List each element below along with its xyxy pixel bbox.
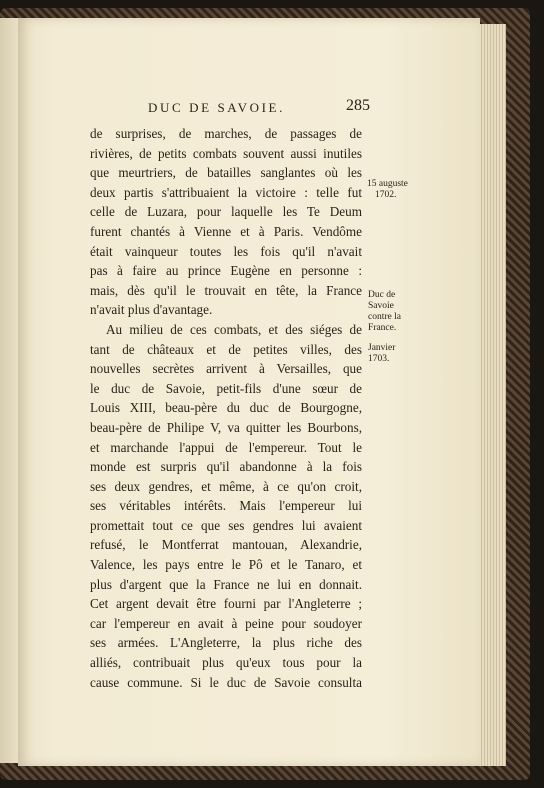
- margin-note-line: Janvier: [368, 343, 396, 353]
- text-line: ses véritables intérêts. Mais l'empereur lui: [90, 498, 362, 514]
- text-line: refusé, le Montferrat mantouan, Alexandrie,: [90, 537, 362, 553]
- text-line: Cet argent devait être fourni par l'Angleterre ;: [90, 596, 362, 612]
- text-line: n'avait plus d'avantage.: [90, 302, 213, 318]
- page-header: [130, 97, 370, 120]
- text-line: promettait tout ce que ses gendres lui avaient: [90, 517, 362, 533]
- text-line: celle de Luzara, pour laquelle les Te Deum: [90, 204, 362, 220]
- page-number: 285: [346, 97, 370, 114]
- margin-note-line: Savoie: [368, 301, 394, 311]
- margin-note-line: 15 auguste: [367, 179, 408, 189]
- text-line: Au milieu de ces combats, et des siéges de: [106, 321, 362, 337]
- text-line: ses armées. L'Angleterre, la plus riche des: [90, 635, 362, 651]
- text-line: Louis XIII, beau-père du duc de Bourgogne,: [90, 400, 362, 416]
- text-line: tant de châteaux et de petites villes, des: [90, 341, 362, 357]
- text-line: pas à faire au prince Eugène en personne :: [90, 263, 362, 279]
- text-line: plus d'argent que la France ne lui en donnait.: [90, 576, 362, 592]
- text-line: car l'empereur en avait à peine pour soudoyer: [90, 615, 362, 631]
- text-line: nouvelles secrètes arrivent à Versailles, que: [90, 361, 362, 377]
- text-line: monde est surpris qu'il abandonne à la fois: [90, 459, 362, 475]
- text-line: furent chantés à Vienne et à Paris. Vendôme: [90, 223, 362, 239]
- text-line: alliés, contribuait plus qu'eux tous pour la: [90, 655, 362, 671]
- body-text: [90, 124, 362, 692]
- text-line: que meurtriers, de batailles sanglantes où les: [90, 165, 362, 181]
- running-title: DUC DE SAVOIE.: [148, 100, 285, 115]
- text-line: et marchande l'appui de l'empereur. Tout le: [90, 439, 362, 455]
- text-line: rivières, de petits combats souvent aussi inutiles: [90, 145, 362, 161]
- text-line: mais, dès qu'il le trouvait en tête, la France: [90, 282, 362, 298]
- text-line: Valence, les pays entre le Pô et le Tanaro, et: [90, 557, 362, 573]
- text-line: le duc de Savoie, petit-fils d'une sœur de: [90, 380, 362, 396]
- margin-note-line: 1703.: [368, 354, 390, 364]
- margin-note-line: France.: [368, 323, 397, 333]
- text-line: beau-père de Philipe V, va quitter les Bourbons,: [90, 419, 362, 435]
- margin-note-line: contre la: [368, 312, 401, 322]
- margin-note-date: [367, 179, 408, 201]
- margin-note-line: Duc de: [368, 290, 396, 300]
- text-line: deux partis s'attribuaient la victoire : telle fut: [90, 184, 362, 200]
- text-line: était vainqueur toutes les fois qu'il n'avait: [90, 243, 362, 259]
- text-line: cause commune. Si le duc de Savoie consulta: [90, 674, 362, 690]
- text-line: ses deux gendres, et même, à ce qu'on croit,: [90, 478, 362, 494]
- text-line: de surprises, de marches, de passages de: [90, 126, 362, 141]
- margin-note-line: 1702.: [375, 190, 397, 200]
- margin-note-savoie: [368, 290, 401, 365]
